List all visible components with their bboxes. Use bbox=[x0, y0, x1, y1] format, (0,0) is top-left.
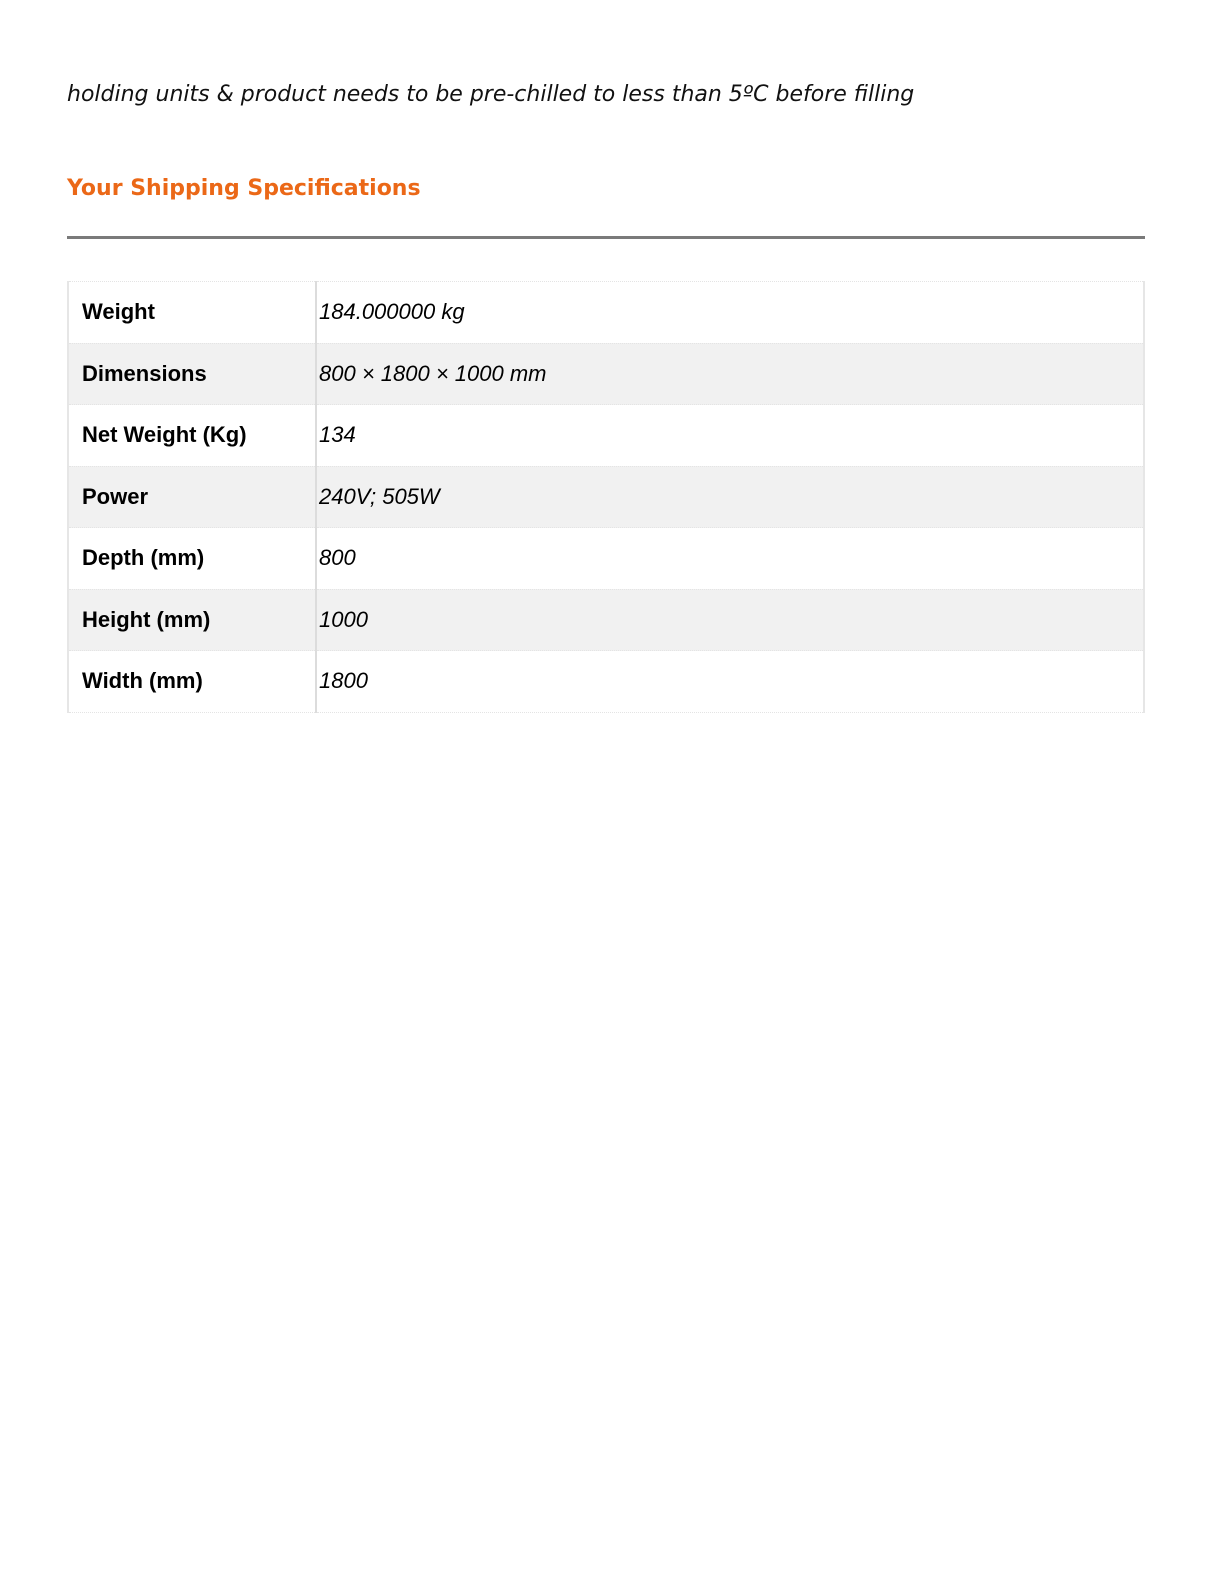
spec-value-weight: 184.000000 kg bbox=[316, 282, 1144, 344]
table-row bbox=[68, 282, 1144, 344]
table-row bbox=[68, 651, 1144, 713]
table-row bbox=[68, 589, 1144, 651]
spec-label-weight: Weight bbox=[68, 282, 316, 344]
intro-text: holding units & product needs to be pre-chilled to less than 5ºC before filling bbox=[67, 82, 915, 107]
table-row bbox=[68, 466, 1144, 528]
spec-value-height: 1000 bbox=[316, 589, 1144, 651]
spec-label-depth: Depth (mm) bbox=[68, 528, 316, 590]
table-row bbox=[68, 405, 1144, 467]
table-row bbox=[68, 528, 1144, 590]
spec-label-width: Width (mm) bbox=[68, 651, 316, 713]
spec-value-width: 1800 bbox=[316, 651, 1144, 713]
spec-label-dimensions: Dimensions bbox=[68, 343, 316, 405]
shipping-specifications-heading: Your Shipping Specifications bbox=[67, 176, 421, 201]
spec-label-power: Power bbox=[68, 466, 316, 528]
spec-value-power: 240V; 505W bbox=[316, 466, 1144, 528]
spec-value-net-weight: 134 bbox=[316, 405, 1144, 467]
spec-label-height: Height (mm) bbox=[68, 589, 316, 651]
shipping-specifications-table bbox=[67, 281, 1145, 713]
spec-label-net-weight: Net Weight (Kg) bbox=[68, 405, 316, 467]
spec-value-depth: 800 bbox=[316, 528, 1144, 590]
spec-value-dimensions: 800 × 1800 × 1000 mm bbox=[316, 343, 1144, 405]
heading-divider bbox=[67, 236, 1145, 239]
table-row bbox=[68, 343, 1144, 405]
